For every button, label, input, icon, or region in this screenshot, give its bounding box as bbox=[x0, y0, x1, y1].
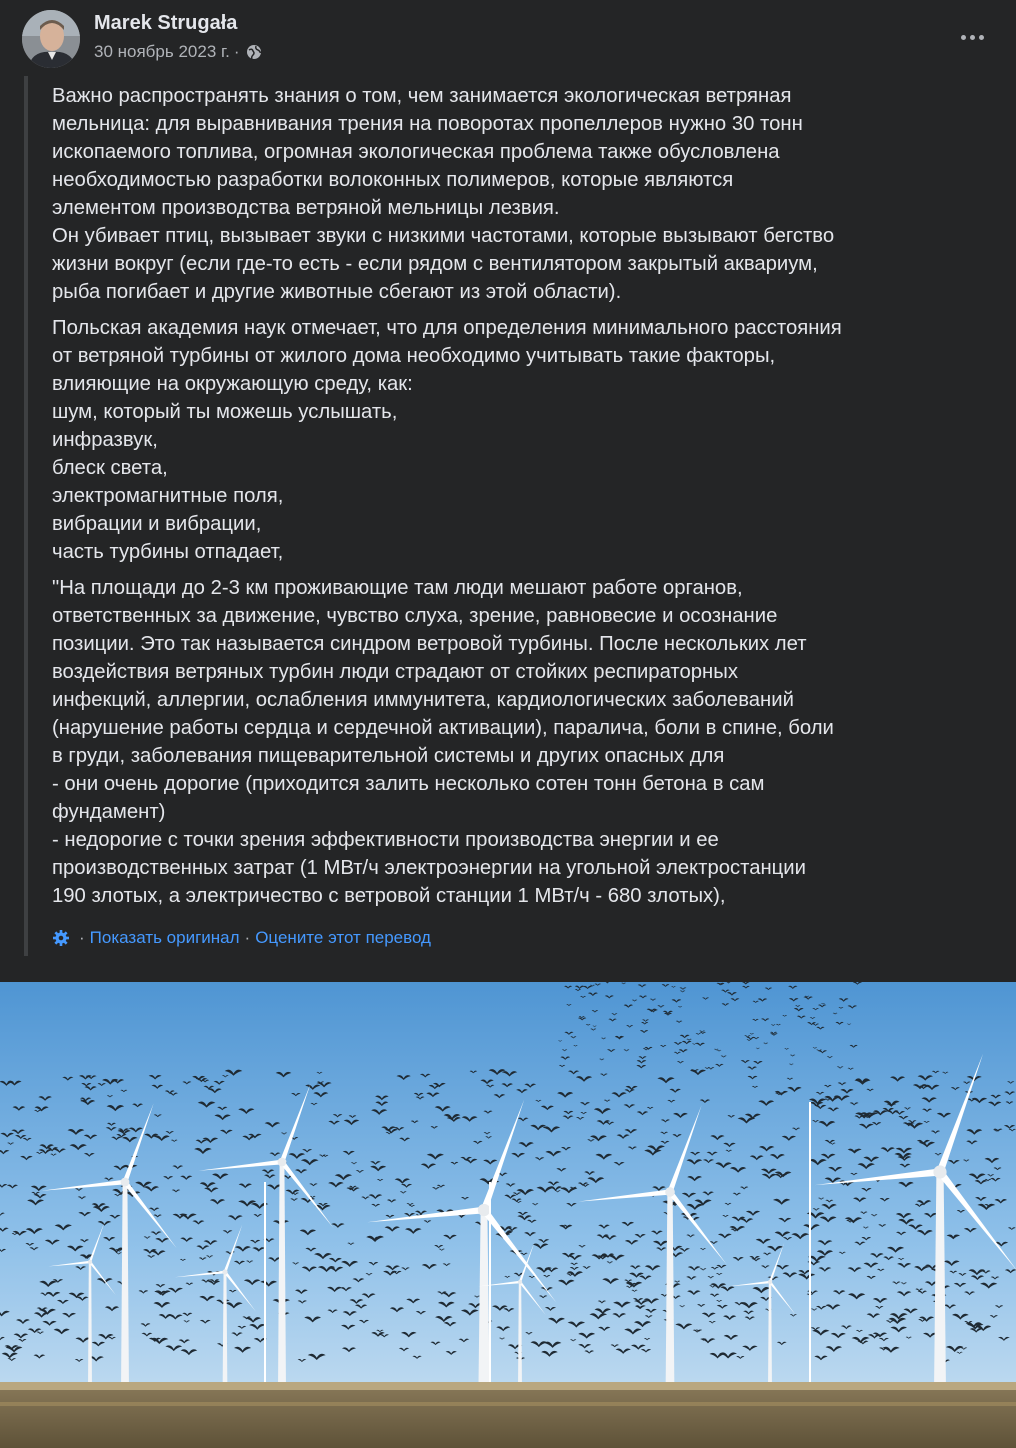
translation-separator: · bbox=[244, 928, 251, 947]
show-original-link[interactable]: Показать оригинал bbox=[89, 928, 240, 947]
thread-line bbox=[24, 76, 28, 956]
post-text bbox=[52, 82, 997, 918]
gear-icon bbox=[52, 929, 70, 947]
translation-separator: · bbox=[79, 928, 85, 947]
rate-translation-link[interactable]: Оцените этот перевод bbox=[255, 928, 431, 947]
post-header bbox=[0, 0, 1016, 80]
post-paragraph-3: "На площади до 2-3 км проживающие там люди мешают работе органов, ответственных за движение, чувство слуха, зрение, равновесие и осознание позиции. Это так называется синдром ветровой турбины. После нескольких лет воздействия ветряных турбин люди страдают от стойких респираторных инфекций, аллергии, ослабления иммунитета, кардиологических заболеваний (нарушение работы сердца и сердечной активации), паралича, боли в спине, боли в груди, заболевания пищеварительной системы и других опасных для - они очень дорогие (приходится залить несколько сотен тонн бетона в сам фундамент) - недорогие с точки зрения эффективности производства энергии и ее производственных затрат (1 МВт/ч электроэнергии на угольной электростанции 190 злотых, а электричество с ветровой станции 1 МВт/ч - 680 злотых), bbox=[52, 577, 834, 907]
post-paragraph-1: Важно распространять знания о том, чем занимается экологическая ветряная мельница: для выравнивания трения на поворотах пропеллеров нужно 30 тонн ископаемого топлива, огромная экологическая проблема также обусловлена необходимостью разработки волоконных полимеров, которые являются элементом производства ветряной мельницы лезвия. Он убивает птиц, вызывает звуки с низкими частотами, которые вызывают бегство жизни вокруг (если где-то есть - если рядом с вентилятором закрытый аквариум, рыба погибает и другие животные сбегают из этой области). bbox=[52, 85, 835, 303]
post-photo[interactable] bbox=[0, 982, 1016, 1448]
avatar[interactable] bbox=[22, 10, 80, 68]
translation-bar bbox=[52, 928, 431, 948]
globe-icon bbox=[246, 44, 262, 60]
more-options-icon bbox=[961, 35, 966, 40]
wind-turbines-birds-photo bbox=[0, 982, 1016, 1448]
meta-separator: · bbox=[233, 42, 240, 61]
more-options-button[interactable] bbox=[954, 24, 990, 50]
post-meta bbox=[94, 42, 262, 62]
post-paragraph-2: Польская академия наук отмечает, что для определения минимального расстояния от ветряной турбины от жилого дома необходимо учитывать такие факторы, влияющие на окружающую среду, как: шум, который ты можешь услышать, инфразвук, блеск света, электромагнитные поля, вибрации и вибрации, часть турбины отпадает, bbox=[52, 317, 842, 563]
author-name[interactable]: Marek Strugała bbox=[94, 12, 238, 34]
post-date[interactable]: 30 ноябрь 2023 г. bbox=[94, 42, 230, 61]
avatar-image bbox=[22, 10, 80, 68]
